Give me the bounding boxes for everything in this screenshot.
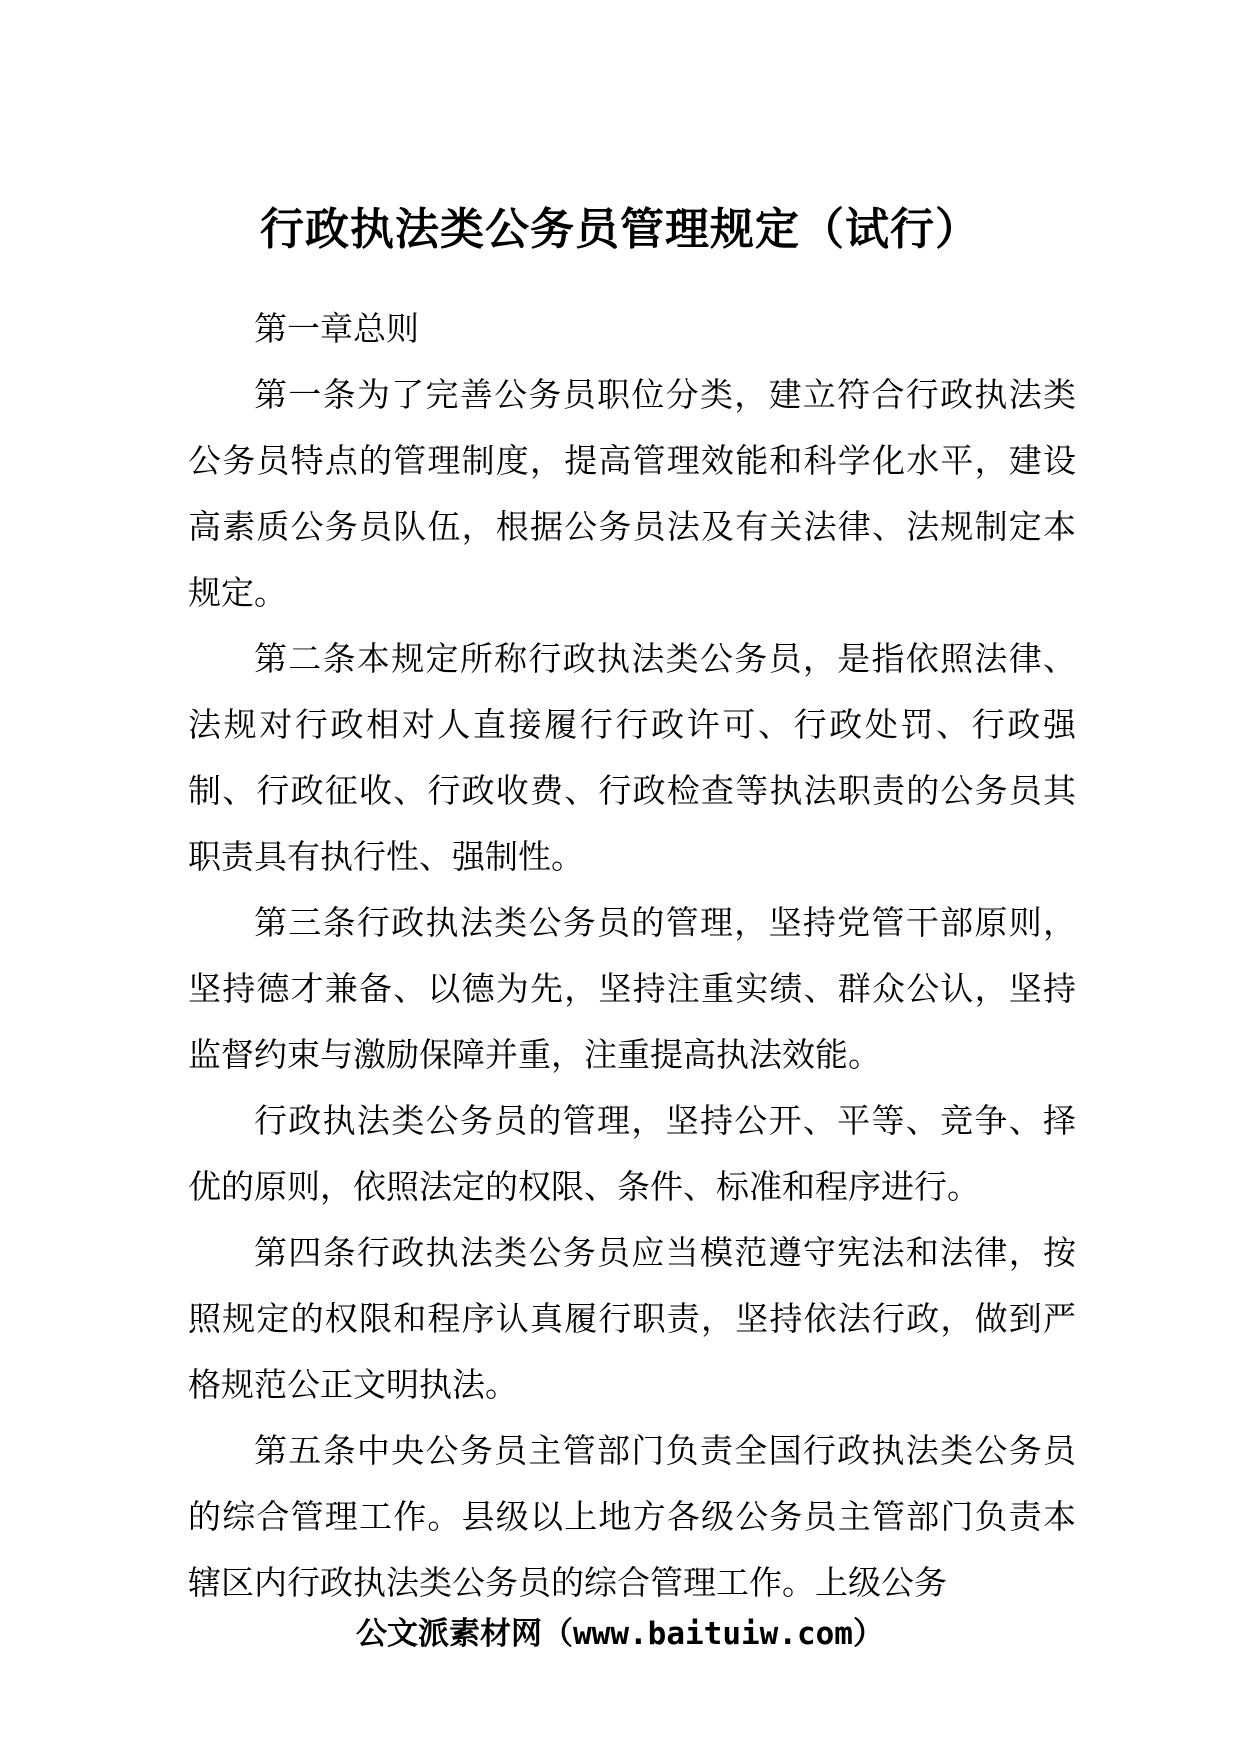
footer-site-url: （www.baituiw.com）: [542, 1616, 884, 1652]
article-paragraph: 第三条行政执法类公务员的管理，坚持党管干部原则，坚持德才兼备、以德为先，坚持注重实绩、群众公认，坚持监督约束与激励保障并重，注重提高执法效能。: [188, 903, 1076, 1074]
chapter-heading: 第一章总则: [254, 309, 419, 348]
article-paragraph: 行政执法类公务员的管理，坚持公开、平等、竞争、择优的原则，依照法定的权限、条件、标准和程序进行。: [188, 1101, 1076, 1206]
page-footer: [0, 1612, 1240, 1656]
article-paragraph: 第二条本规定所称行政执法类公务员，是指依照法律、法规对行政相对人直接履行行政许可、行政处罚、行政强制、行政征收、行政收费、行政检查等执法职责的公务员其职责具有执行性、强制性。: [188, 639, 1076, 876]
footer-site-name: 公文派素材网: [356, 1616, 543, 1652]
article-paragraph: 第四条行政执法类公务员应当模范遵守宪法和法律，按照规定的权限和程序认真履行职责，坚持依法行政，做到严格规范公正文明执法。: [188, 1233, 1076, 1404]
article-paragraph: 第五条中央公务员主管部门负责全国行政执法类公务员的综合管理工作。县级以上地方各级公务员主管部门负责本辖区内行政执法类公务员的综合管理工作。上级公务: [188, 1431, 1076, 1602]
document-title: 行政执法类公务员管理规定（试行）: [260, 204, 980, 255]
document-body: [188, 296, 1076, 1616]
article-paragraph: 第一条为了完善公务员职位分类，建立符合行政执法类公务员特点的管理制度，提高管理效能和科学化水平，建设高素质公务员队伍，根据公务员法及有关法律、法规制定本规定。: [188, 375, 1076, 612]
